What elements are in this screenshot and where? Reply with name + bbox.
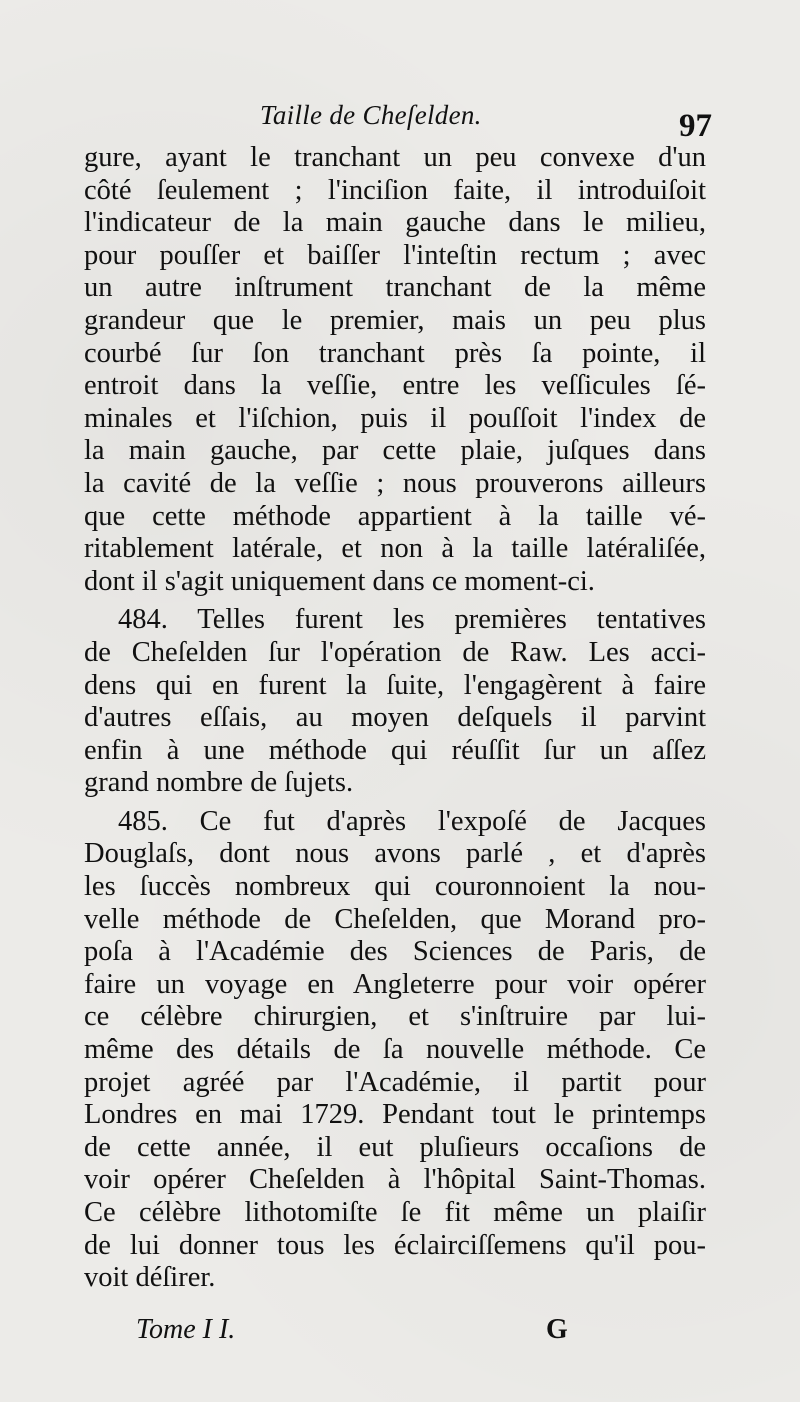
text-line: la main gauche, par cette plaie, juſques dans [84, 435, 706, 467]
page-footer [136, 1314, 576, 1354]
running-head: Taille de Cheſelden. [260, 100, 482, 130]
text-line: même des détails de ſa nouvelle méthode. Ce [84, 1034, 706, 1066]
text-line: de Cheſelden ſur l'opération de Raw. Les acci- [84, 636, 706, 668]
text-line: courbé ſur ſon tranchant près ſa pointe, il [84, 337, 706, 369]
text-line: voir opérer Cheſelden à l'hôpital Saint-Thomas. [84, 1164, 706, 1196]
text-line: grandeur que le premier, mais un peu plus [84, 304, 706, 336]
text-line: un autre inſtrument tranchant de la même [84, 272, 706, 304]
text-line: ritablement latérale, et non à la taille latéraliſée, [84, 533, 706, 565]
text-line: de cette année, il eut pluſieurs occaſions de [84, 1131, 706, 1163]
text-line: la cavité de la veſſie ; nous prouverons ailleurs [84, 467, 706, 499]
volume-label: Tome I I. [136, 1314, 236, 1345]
text-line: côté ſeulement ; l'inciſion faite, il introduiſoit [84, 174, 706, 206]
text-line: ce célèbre chirurgien, et s'inſtruire par lui- [84, 1001, 706, 1033]
signature-mark: G [546, 1314, 568, 1345]
text-line: dont il s'agit uniquement dans ce moment-ci. [84, 565, 595, 597]
text-line: Douglaſs, dont nous avons parlé , et d'après [84, 838, 706, 870]
text-line: de lui donner tous les éclairciſſemens qu'il pou- [84, 1229, 706, 1261]
text-line: projet agréé par l'Académie, il partit pour [84, 1066, 706, 1098]
text-line: 484. Telles furent les premières tentatives [118, 604, 706, 636]
paragraph-1 [84, 142, 706, 598]
text-line: d'autres eſſais, au moyen deſquels il parvint [84, 702, 706, 734]
text-line: voit déſirer. [84, 1262, 216, 1294]
text-line: 485. Ce fut d'après l'expoſé de Jacques [118, 805, 706, 837]
page-number: 97 [679, 108, 712, 144]
text-line: poſa à l'Académie des Sciences de Paris, de [84, 936, 706, 968]
text-line: les ſuccès nombreux qui couronnoient la nou- [84, 871, 706, 903]
text-line: grand nombre de ſujets. [84, 767, 354, 799]
paragraph-484 [84, 604, 706, 800]
text-line: gure, ayant le tranchant un peu convexe d'un [84, 142, 706, 173]
text-line: Ce célèbre lithotomiſte ſe fit même un plaiſir [84, 1197, 706, 1228]
text-line: velle méthode de Cheſelden, que Morand pro- [84, 903, 706, 935]
text-line: faire un voyage en Angleterre pour voir opérer [84, 968, 706, 1000]
text-line: Londres en mai 1729. Pendant tout le printemps [84, 1099, 706, 1131]
text-line: minales et l'iſchion, puis il pouſſoit l'index de [84, 402, 706, 434]
text-line: l'indicateur de la main gauche dans le milieu, [84, 207, 706, 239]
text-line: enfin à une méthode qui réuſſit ſur un aſſez [84, 734, 706, 766]
text-line: pour pouſſer et baiſſer l'inteſtin rectum ; avec [84, 239, 706, 271]
text-line: dens qui en furent la ſuite, l'engagèrent à faire [84, 669, 706, 701]
body-text [84, 142, 706, 1295]
text-line: que cette méthode appartient à la taille vé- [84, 500, 706, 532]
page-header [84, 98, 714, 148]
text-line: entroit dans la veſſie, entre les veſſicules ſé- [84, 370, 706, 402]
paragraph-485 [84, 806, 706, 1295]
